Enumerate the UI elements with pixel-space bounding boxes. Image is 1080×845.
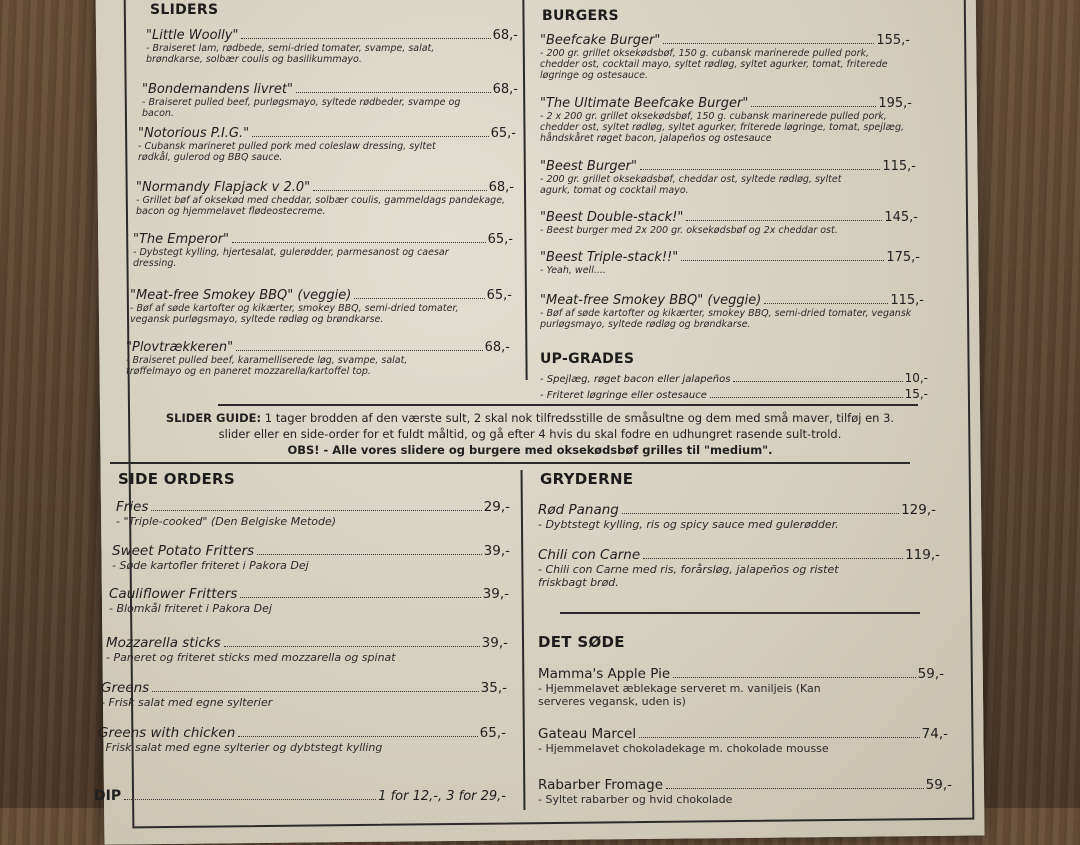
burger-item: [540, 210, 918, 236]
dessert-item: [538, 777, 952, 806]
item-description: - Hjemmelavet æblekage serveret m. vaniljeis (Kan serveres vegansk, uden is): [538, 682, 821, 708]
item-name: Mamma's Apple Pie: [538, 666, 671, 682]
item-description: - Hjemmelavet chokoladekage m. chokolade mousse: [538, 742, 829, 755]
item-name: Greens: [101, 680, 150, 696]
item-description: - Braiseret pulled beef, karamelliserede løg, svampe, salat, trøffelmayo og en paneret mozzarella/kartoffel top.: [126, 355, 408, 377]
item-name: "Beefcake Burger": [540, 33, 661, 48]
item-price: 68,-: [492, 82, 518, 97]
gryderne-heading: GRYDERNE: [540, 470, 634, 488]
item-price: 195,-: [878, 96, 912, 111]
item-price: 1 for 12,-, 3 for 29,-: [378, 789, 506, 804]
dessert-item: [538, 666, 944, 708]
obs-note: OBS! - Alle vores slidere og burgere med oksekødsbøf grilles til "medium".: [287, 443, 773, 457]
item-name: "The Emperor": [133, 232, 230, 247]
item-description: - Yeah, well....: [540, 265, 606, 276]
item-name: DIP: [94, 788, 122, 804]
item-name: "Bondemandens livret": [142, 82, 293, 97]
item-name: "Little Woolly": [146, 28, 239, 43]
column-divider: [521, 470, 525, 810]
slider-item: [146, 28, 518, 65]
side-order-item: [106, 635, 508, 664]
item-name: "Normandy Flapjack v 2.0": [136, 180, 311, 195]
item-name: Chili con Carne: [538, 547, 641, 563]
item-price: 119,-: [905, 547, 940, 563]
top-rule: [218, 404, 918, 406]
burger-item: [540, 293, 924, 330]
item-description: - 2 x 200 gr. grillet oksekødsbøf, 150 g. cubansk marinerede pulled pork, chedder ost, syltet rødløg, syltet agurker, friterede løgringe, tomat, spejlæg, håndskåret røget bacon, jalapeños og ostesauce: [540, 111, 905, 144]
item-name: Rabarber Fromage: [538, 777, 664, 793]
item-price: 65,-: [479, 725, 506, 741]
side-order-item: [98, 725, 506, 754]
item-name: "Beest Triple-stack!!": [540, 250, 679, 265]
item-description: - Søde kartofler friteret i Pakora Dej: [112, 559, 309, 572]
item-description: - Bøf af søde kartofter og kikærter, smokey BBQ, semi-dried tomater, vegansk purløgsmayo, syltede rødløg og brøndkarse.: [130, 303, 459, 325]
burger-item: [540, 159, 916, 196]
item-name: "Notorious P.I.G.": [138, 126, 250, 141]
slider-item: [138, 126, 516, 163]
item-description: - Paneret og friteret sticks med mozzarella og spinat: [106, 651, 396, 664]
item-name: "Plovtrækkeren": [126, 340, 234, 355]
item-price: 115,-: [882, 159, 916, 174]
item-description: - Braiseret lam, rødbede, semi-dried tomater, svampe, salat, brøndkarse, solbær coulis og basilikummayo.: [146, 43, 435, 65]
item-description: - Bøf af søde kartofter og kikærter, smokey BBQ, semi-dried tomater, vegansk purløgsmayo, syltede rødløg og brøndkarse.: [540, 308, 912, 330]
item-description: - 200 gr. grillet oksekødsbøf, 150 g. cubansk marinerede pulled pork, chedder ost, cocktail mayo, syltet rødløg, syltet agurker, tomat, friterede løgringe og ostesauce.: [540, 48, 888, 81]
item-name: Rød Panang: [538, 502, 619, 518]
item-description: - Blomkål friteret i Pakora Dej: [109, 602, 272, 615]
item-price: 65,-: [486, 288, 512, 303]
item-name: - Spejlæg, røget bacon eller jalapeños: [540, 374, 731, 385]
item-price: 129,-: [901, 502, 936, 518]
det-sode-heading: DET SØDE: [538, 633, 625, 651]
item-description: - Frisk salat med egne sylterier og dybtstegt kylling: [98, 741, 383, 754]
item-description: - Braiseret pulled beef, purløgsmayo, syltede rødbeder, svampe og bacon.: [142, 97, 461, 119]
item-name: "The Ultimate Beefcake Burger": [540, 96, 749, 111]
item-name: Greens with chicken: [98, 725, 236, 741]
item-description: - 200 gr. grillet oksekødsbøf, cheddar ost, syltede rødløg, syltet agurk, tomat og cocktail mayo.: [540, 174, 842, 196]
dip-item: [94, 788, 506, 804]
burgers-heading: BURGERS: [542, 8, 619, 24]
item-name: Cauliflower Fritters: [109, 586, 238, 602]
item-description: - Grillet bøf af oksekød med cheddar, solbær coulis, gammeldags pandekage, bacon og hjemmelavet flødeostecreme.: [136, 195, 506, 217]
side-order-item: [116, 499, 510, 528]
item-price: 68,-: [492, 28, 518, 43]
item-price: 175,-: [886, 250, 920, 265]
sliders-heading: SLIDERS: [150, 2, 219, 18]
item-description: - Beest burger med 2x 200 gr. oksekødsbøf og 2x cheddar ost.: [540, 225, 838, 236]
burger-item: [540, 96, 912, 144]
item-price: 145,-: [884, 210, 918, 225]
item-name: - Friteret løgringe eller ostesauce: [540, 390, 707, 401]
item-price: 68,-: [484, 340, 510, 355]
item-name: "Meat-free Smokey BBQ" (veggie): [540, 293, 762, 308]
item-price: 68,-: [488, 180, 514, 195]
side-order-item: [101, 680, 507, 709]
slider-item: [130, 288, 512, 325]
item-name: Mozzarella sticks: [106, 635, 221, 651]
item-price: 10,-: [904, 371, 928, 385]
item-description: - "Triple-cooked" (Den Belgiske Metode): [116, 515, 337, 528]
item-name: "Beest Burger": [540, 159, 637, 174]
slider-guide-text: 1 tager brodden af den værste sult, 2 skal nok tilfredsstille de småsultne og dem med små maver, tilføj en 3. slider eller en side-order for et fuldt måltid, og gå efter 4 hvis du skal fodre en udhungret rasende sult-trold.: [218, 411, 895, 441]
item-price: 29,-: [483, 499, 510, 515]
column-divider: [522, 0, 527, 380]
item-price: 35,-: [480, 680, 507, 696]
side-orders-heading: SIDE ORDERS: [118, 470, 235, 488]
slider-item: [126, 340, 510, 377]
item-price: 39,-: [483, 543, 510, 559]
side-order-item: [112, 543, 510, 572]
item-description: - Syltet rabarber og hvid chokolade: [538, 793, 733, 806]
middle-rule: [110, 462, 910, 464]
slider-guide: [150, 410, 910, 458]
upgrades-heading: UP-GRADES: [540, 351, 635, 367]
item-price: 39,-: [481, 635, 508, 651]
item-price: 59,-: [925, 777, 952, 793]
upgrade-item: [540, 371, 928, 385]
item-name: Gateau Marcel: [538, 726, 637, 742]
gryde-item: [538, 547, 940, 589]
slider-item: [136, 180, 514, 217]
item-description: - Chili con Carne med ris, forårsløg, jalapeños og ristet friskbagt brød.: [538, 563, 839, 589]
gryde-item: [538, 502, 936, 531]
item-name: Sweet Potato Fritters: [112, 543, 255, 559]
item-description: - Frisk salat med egne sylterier: [101, 696, 273, 709]
item-name: Fries: [116, 499, 149, 515]
item-price: 39,-: [482, 586, 509, 602]
slider-item: [133, 232, 513, 269]
item-price: 155,-: [876, 33, 910, 48]
item-price: 15,-: [904, 387, 928, 401]
item-price: 59,-: [917, 666, 944, 682]
burger-item: [540, 250, 920, 276]
burger-item: [540, 33, 910, 81]
item-price: 65,-: [487, 232, 513, 247]
item-name: "Meat-free Smokey BBQ" (veggie): [130, 288, 352, 303]
item-description: - Cubansk marineret pulled pork med coleslaw dressing, syltet rødkål, gulerod og BBQ sauce.: [138, 141, 436, 163]
section-rule: [560, 612, 920, 614]
side-order-item: [109, 586, 509, 615]
upgrade-item: [540, 387, 928, 401]
item-price: 74,-: [921, 726, 948, 742]
item-price: 65,-: [490, 126, 516, 141]
slider-item: [142, 82, 518, 119]
slider-guide-label: SLIDER GUIDE:: [165, 411, 262, 425]
item-description: - Dybtstegt kylling, ris og spicy sauce med gulerødder.: [538, 518, 839, 531]
dessert-item: [538, 726, 948, 755]
item-price: 115,-: [890, 293, 924, 308]
item-name: "Beest Double-stack!": [540, 210, 684, 225]
item-description: - Dybstegt kylling, hjertesalat, gulerødder, parmesanost og caesar dressing.: [133, 247, 449, 269]
